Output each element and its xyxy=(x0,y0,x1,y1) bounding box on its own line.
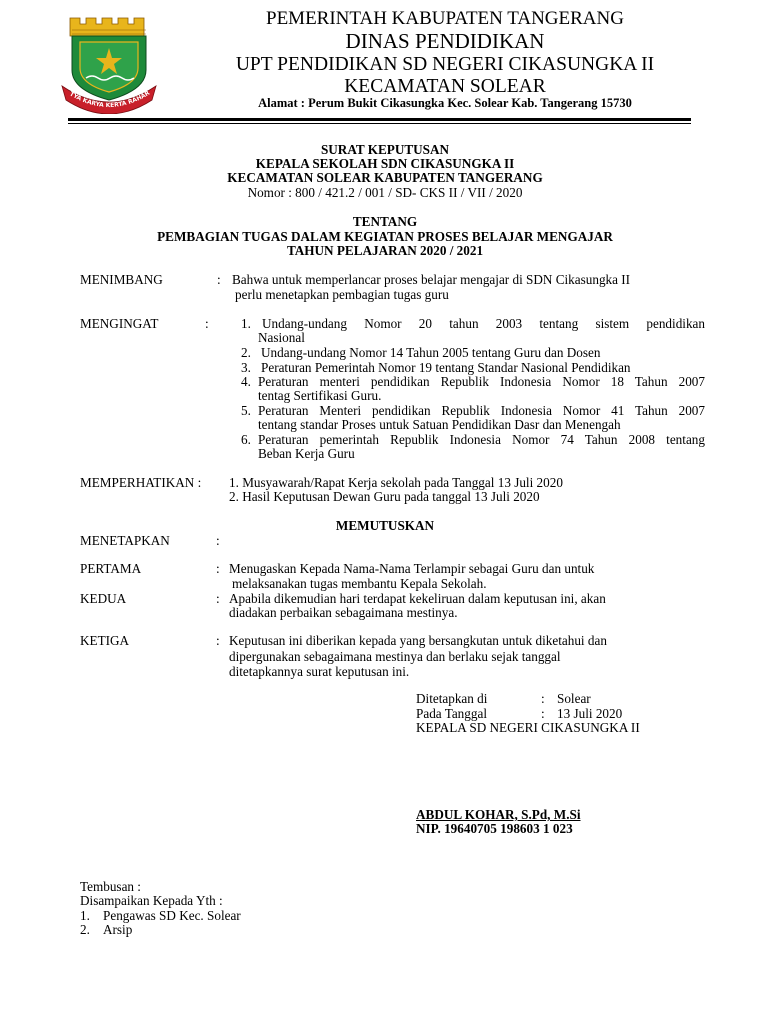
ketiga-label: KETIGA xyxy=(80,633,130,648)
mengingat-item-text-cont: Nasional xyxy=(258,330,305,345)
mengingat-item-text-cont: tentang standar Proses untuk Satuan Pendidikan Dasr dan Menengah xyxy=(258,417,621,432)
mengingat-item-text: Peraturan pemerintah Republik Indonesia Nomor 74 Tahun 2008 tentang xyxy=(258,432,705,447)
pertama-line1: Menugaskan Kepada Nama-Nama Terlampir sebagai Guru dan untuk xyxy=(229,561,595,576)
subject-heading: TENTANG xyxy=(352,214,418,229)
header-government: PEMERINTAH KABUPATEN TANGERANG xyxy=(266,8,624,29)
memperhatikan-item: 1. Musyawarah/Rapat Kerja sekolah pada Tanggal 13 Juli 2020 xyxy=(229,475,563,490)
signer-name: ABDUL KOHAR, S.Pd, M.Si xyxy=(416,807,581,822)
regency-emblem-icon xyxy=(60,14,158,114)
kedua-label: KEDUA xyxy=(80,591,127,606)
mengingat-item-text: Undang-undang Nomor 14 Tahun 2005 tentang Guru dan Dosen xyxy=(261,345,601,360)
decree-issuer: KEPALA SEKOLAH SDN CIKASUNGKA II xyxy=(255,156,515,171)
logo-ribbon-text: TYA KARYA KERTA RAHAR xyxy=(68,89,152,110)
mengingat-item-number: 5. xyxy=(241,403,251,418)
kedua-line2: diadakan perbaikan sebagaimana mestinya. xyxy=(229,605,458,620)
mengingat-item-text-cont: Beban Kerja Guru xyxy=(258,446,355,461)
ketiga-line2: dipergunakan sebagaimana mestinya dan berlaku sejak tanggal xyxy=(229,649,561,664)
ditetapkan-label: Ditetapkan di xyxy=(416,691,488,706)
menimbang-line1: Bahwa untuk memperlancar proses belajar mengajar di SDN Cikasungka II xyxy=(232,272,631,287)
tembusan-item: Arsip xyxy=(103,922,133,937)
ditetapkan-place: Solear xyxy=(557,691,591,706)
subject-line2: TAHUN PELAJARAN 2020 / 2021 xyxy=(286,243,484,258)
header-district: KECAMATAN SOLEAR xyxy=(344,76,546,97)
memperhatikan-label: MEMPERHATIKAN : xyxy=(80,475,202,490)
memutuskan-heading: MEMUTUSKAN xyxy=(335,518,435,533)
pertama-label: PERTAMA xyxy=(80,561,142,576)
header-school: UPT PENDIDIKAN SD NEGERI CIKASUNGKA II xyxy=(235,54,655,75)
tanggal-label: Pada Tanggal xyxy=(416,706,487,721)
subject-line1: PEMBAGIAN TUGAS DALAM KEGIATAN PROSES BELAJAR MENGAJAR xyxy=(157,229,613,244)
menetapkan-colon: : xyxy=(216,533,220,548)
tembusan-recipients-heading: Disampaikan Kepada Yth : xyxy=(80,893,223,908)
memperhatikan-item: 2. Hasil Keputusan Dewan Guru pada tanggal 13 Juli 2020 xyxy=(229,489,540,504)
decree-title: SURAT KEPUTUSAN xyxy=(320,142,450,157)
menetapkan-label: MENETAPKAN xyxy=(80,533,170,548)
mengingat-item-text-cont: tentag Sertifikasi Guru. xyxy=(258,388,382,403)
tembusan-item-number: 1. xyxy=(80,908,90,923)
mengingat-item-text: Peraturan Pemerintah Nomor 19 tentang Standar Nasional Pendidikan xyxy=(261,360,631,375)
mengingat-item-text: Undang-undang Nomor 20 tahun 2003 tentang sistem pendidikan xyxy=(262,316,705,331)
mengingat-item-text: Peraturan menteri pendidikan Republik Indonesia Nomor 18 Tahun 2007 xyxy=(258,374,705,389)
mengingat-item-number: 1. xyxy=(241,316,251,331)
kedua-colon: : xyxy=(216,591,220,606)
pertama-line2: melaksanakan tugas membantu Kepala Sekolah. xyxy=(232,576,487,591)
mengingat-item-number: 4. xyxy=(241,374,251,389)
signer-nip: NIP. 19640705 198603 1 023 xyxy=(416,821,573,836)
mengingat-label: MENGINGAT xyxy=(80,316,159,331)
ketiga-line3: ditetapkannya surat keputusan ini. xyxy=(229,664,410,679)
ketiga-line1: Keputusan ini diberikan kepada yang bersangkutan untuk diketahui dan xyxy=(229,633,607,648)
pertama-colon: : xyxy=(216,561,220,576)
tanggal-row xyxy=(416,706,631,721)
tembusan-label: Tembusan : xyxy=(80,879,141,894)
mengingat-item-number: 3. xyxy=(241,360,251,375)
ketiga-colon: : xyxy=(216,633,220,648)
mengingat-item-text: Peraturan Menteri pendidikan Republik Indonesia Nomor 41 Tahun 2007 xyxy=(258,403,705,418)
tanggal-value: 13 Juli 2020 xyxy=(557,706,623,721)
menimbang-line2: perlu menetapkan pembagian tugas guru xyxy=(235,287,449,302)
ditetapkan-colon: : xyxy=(541,691,545,706)
regency-logo xyxy=(60,14,158,114)
header-divider-thin xyxy=(68,123,691,124)
mengingat-item-number: 6. xyxy=(241,432,251,447)
signer-position: KEPALA SD NEGERI CIKASUNGKA II xyxy=(416,720,640,735)
header-agency: DINAS PENDIDIKAN xyxy=(345,29,545,53)
tembusan-item-number: 2. xyxy=(80,922,90,937)
tembusan-item: Pengawas SD Kec. Solear xyxy=(103,908,241,923)
header-divider-thick xyxy=(68,118,691,121)
menimbang-label: MENIMBANG xyxy=(80,272,163,287)
decree-issuer-area: KECAMATAN SOLEAR KABUPATEN TANGERANG xyxy=(227,170,543,185)
kedua-line1: Apabila dikemudian hari terdapat kekeliruan dalam keputusan ini, akan xyxy=(229,591,606,606)
header-address: Alamat : Perum Bukit Cikasungka Kec. Solear Kab. Tangerang 15730 xyxy=(258,96,632,110)
decree-number: Nomor : 800 / 421.2 / 001 / SD- CKS II / VII / 2020 xyxy=(247,185,523,200)
menimbang-colon: : xyxy=(217,272,221,287)
mengingat-colon: : xyxy=(205,316,209,331)
tanggal-colon: : xyxy=(541,706,545,721)
mengingat-item-number: 2. xyxy=(241,345,251,360)
